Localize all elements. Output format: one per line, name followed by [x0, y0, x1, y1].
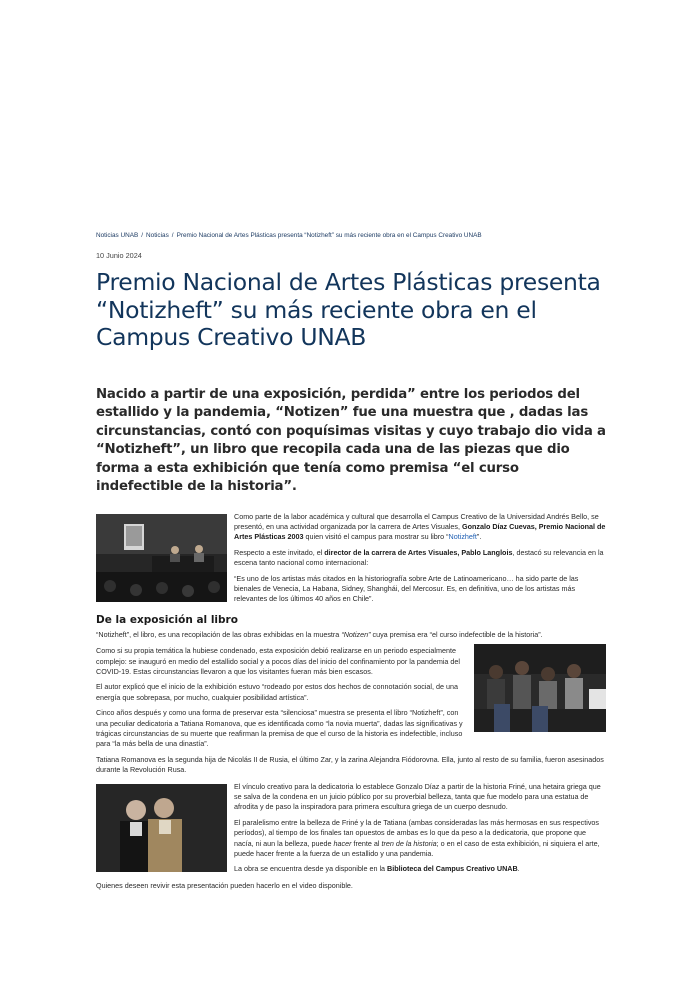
- lead-paragraph: Nacido a partir de una exposición, perdida” entre los periodos del estallido y la pandemia, “Notizen” fue una muestra que , dadas las circunstancias, contó con poquísimas visitas y cuyo trabajo dio vida a “Notizheft”, un libro que recopila cada una de las piezas que dio forma a esta exhibición que tenía como premisa “el curso indefectible de la historia”.: [96, 386, 606, 494]
- photo-presentation-stage: [96, 514, 227, 602]
- intro-text: [234, 513, 606, 605]
- book-section: [96, 646, 606, 750]
- book-paragraph-1: “Notizheft”, el libro, es una recopilación de las obras exhibidas en la muestra “Notizen” cuya premisa era “el curso indefectible de la historia”.: [96, 629, 543, 639]
- book-paragraph-5: Tatiana Romanova es la segunda hija de Nicolás II de Rusia, el último Zar, y la zarina Alejandra Fiódorovna. Ella, junto al resto de su familia, fueron asesinados durante la Revolución Rusa.: [96, 754, 604, 775]
- book-paragraph-3: El autor explicó que el inicio de la exhibición estuvo “rodeado por estos dos hechos de connotación social, de una energía que sobrepasa, por mucho, cualquier posibilidad artística”.: [96, 682, 459, 702]
- dedication-paragraph-2: El paralelismo entre la belleza de Friné y la de Tatiana (ambas consideradas las más hermosas en sus respectivos períodos), al tiempo de los finales tan opuestos de ambas es lo que da peso a la dedicatoria, que propone que nacía, ni aun la belleza, puede hacer frente al tren de la historia; o en el caso de esta exhibición, ni siquiera el arte, puede hacer frente a la fuerza de un estallido y una pandemia.: [234, 817, 600, 859]
- breadcrumb: [96, 231, 606, 240]
- dedication-section: [96, 782, 606, 875]
- intro-section: [96, 513, 606, 605]
- closing-paragraph: Quienes deseen revivir esta presentación pueden hacerlo en el video disponible.: [96, 880, 353, 890]
- intro-quote: “Es uno de los artistas más citados en la historiografía sobre Arte de Latinoamericano… ha sido parte de las bienales de Venecia, La Habana, Sidney, Shanghái, del Mercosur. Es, en definitiva, uno de los artistas más relevantes de los últimos 40 años en Chile”.: [234, 573, 579, 604]
- photo-audience-image: [474, 644, 606, 732]
- breadcrumb-separator: /: [171, 232, 174, 239]
- library-link[interactable]: Biblioteca del Campus Creativo UNAB: [387, 864, 518, 874]
- dedication-paragraph-3: La obra se encuentra desde ya disponible en la Biblioteca del Campus Creativo UNAB.: [234, 864, 520, 874]
- notizheft-link[interactable]: Notizheft: [448, 532, 477, 542]
- intro-paragraph-1: Como parte de la labor académica y cultural que desarrolla el Campus Creativo de la Universidad Andrés Bello, se presentó, en una actividad organizada por la carrera de Artes Visuales, Gonzalo Díaz Cuevas, Premio Nacional de Artes Plásticas 2003 quien visitó el campus para mostrar su libro “Notizheft”.: [234, 511, 606, 542]
- page-title: Premio Nacional de Artes Plásticas presenta “Notizheft” su más reciente obra en el Campus Creativo UNAB: [96, 268, 601, 351]
- book-paragraph-2: Como si su propia temática la hubiese condenado, esta exposición debió realizarse en un periodo especialmente complejo: se inauguró en medio del estallido social y a pocos días del inicio del confinamiento por la pandemia del COVID-19. Estas circunstancias llevaron a que los visitantes fueran más bien escasos.: [96, 646, 460, 676]
- photo-presentation-stage-image: [96, 514, 227, 602]
- dedication-text: [234, 782, 606, 875]
- book-paragraph-4: Cinco años después y como una forma de preservar esta “silenciosa” muestra se presenta el libro “Notizheft”, con una peculiar dedicatoria a Tatiana Romanova, que es identificada como “la novia muerta”, dadas las significativas y trágicas circunstancias de su muerte que reafirman la premisa de que el curso de la historia es indefectible, incluso para “la más bella de una dinastía”.: [96, 708, 463, 749]
- breadcrumb-separator: /: [141, 232, 144, 239]
- photo-artist-portrait-image: [96, 784, 227, 872]
- photo-audience: [474, 644, 606, 732]
- dedication-paragraph-1: El vínculo creativo para la dedicatoria lo establece Gonzalo Díaz a partir de la historia Friné, una hetaira griega que se salva de la condena en un juicio público por su proverbial belleza, tanta que fue modelo para una estatua de afrodita y de paso la inspiradora para primera escultura griega de un cuerpo desnudo.: [234, 781, 601, 812]
- breadcrumb-link-noticias-unab[interactable]: Noticias UNAB: [96, 232, 139, 239]
- intro-paragraph-2: Respecto a este invitado, el director de la carrera de Artes Visuales, Pablo Langlois, destacó su relevancia en la escena tanto nacional como internacional:: [234, 547, 604, 568]
- breadcrumb-link-noticias[interactable]: Noticias: [146, 232, 169, 239]
- article: [96, 231, 606, 891]
- publish-date: 10 Junio 2024: [96, 251, 142, 260]
- section-heading: De la exposición al libro: [96, 613, 238, 626]
- breadcrumb-current: Premio Nacional de Artes Plásticas presenta “Notizheft” su más reciente obra en el Campus Creativo UNAB: [176, 232, 482, 239]
- book-text: [96, 646, 468, 750]
- photo-artist-portrait: [96, 784, 227, 872]
